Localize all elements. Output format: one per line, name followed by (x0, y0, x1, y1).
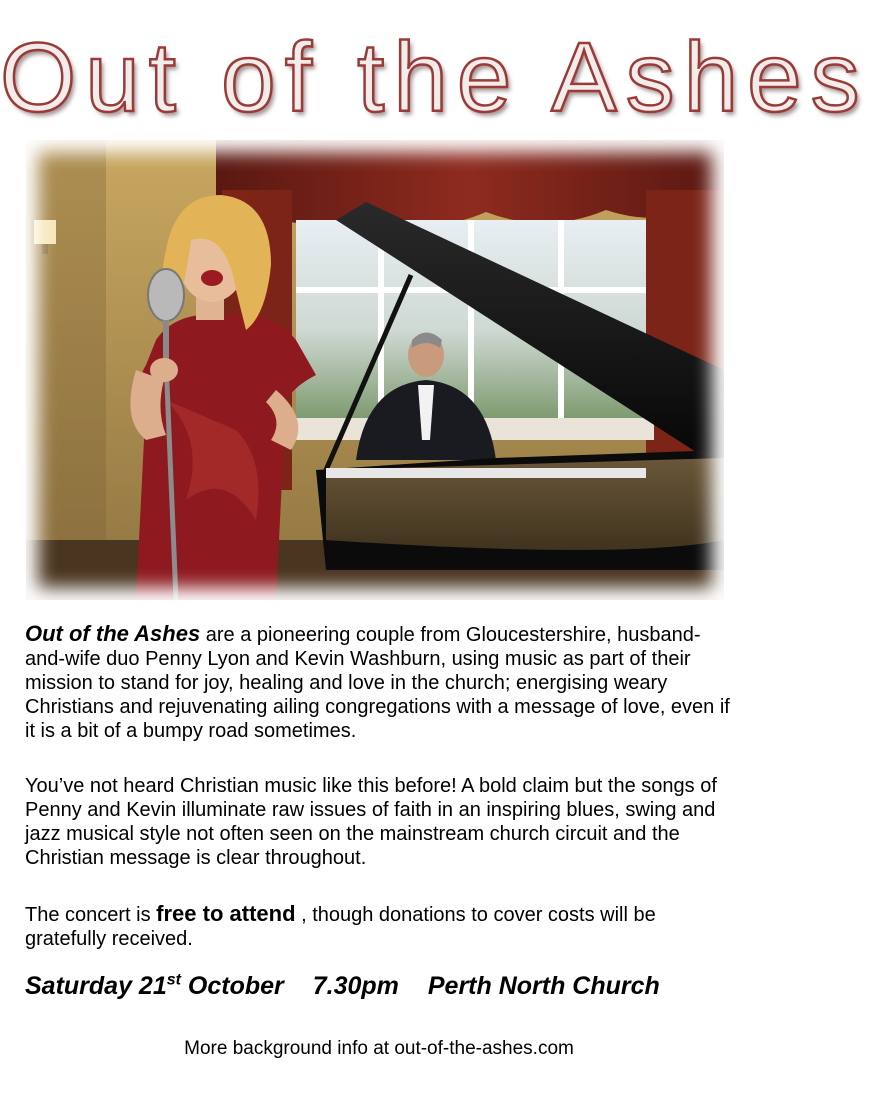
event-ordinal: st (166, 972, 181, 989)
admission-paragraph (25, 902, 735, 951)
event-details (25, 972, 735, 1001)
poster-title: Out of the Ashes (0, 22, 869, 132)
event-month: October (180, 972, 284, 1001)
event-venue: Perth North Church (427, 972, 660, 1001)
band-photo (26, 140, 724, 600)
brand-name: Out of the Ashes (25, 621, 201, 646)
event-date (25, 972, 284, 1000)
admission-pre: The concert is (25, 904, 157, 926)
free-to-attend: free to attend (156, 901, 296, 926)
event-day: Saturday 21 (25, 972, 167, 1001)
admission-post: , though donations to cover costs will be gratefully received. (25, 904, 656, 950)
music-paragraph: You’ve not heard Christian music like this before! A bold claim but the songs of Penny and Kevin illuminate raw issues of faith in an inspiring blues, swing and jazz musical style not often seen on the mainstream church circuit and the Christian message is clear throughout. (25, 775, 717, 869)
more-info-text: More background info at out-of-the-ashes.com (184, 1038, 574, 1059)
intro-text: are a pioneering couple from Gloucestershire, husband-and-wife duo Penny Lyon and Kevin Washburn, using music as part of their mission to stand for joy, healing and love in the church; energising weary Christians and rejuvenating ailing congregations with a message of love, even if it is a bit of a bumpy road sometimes. (25, 624, 730, 742)
intro-paragraph (25, 622, 735, 743)
event-time: 7.30pm (312, 972, 399, 1001)
